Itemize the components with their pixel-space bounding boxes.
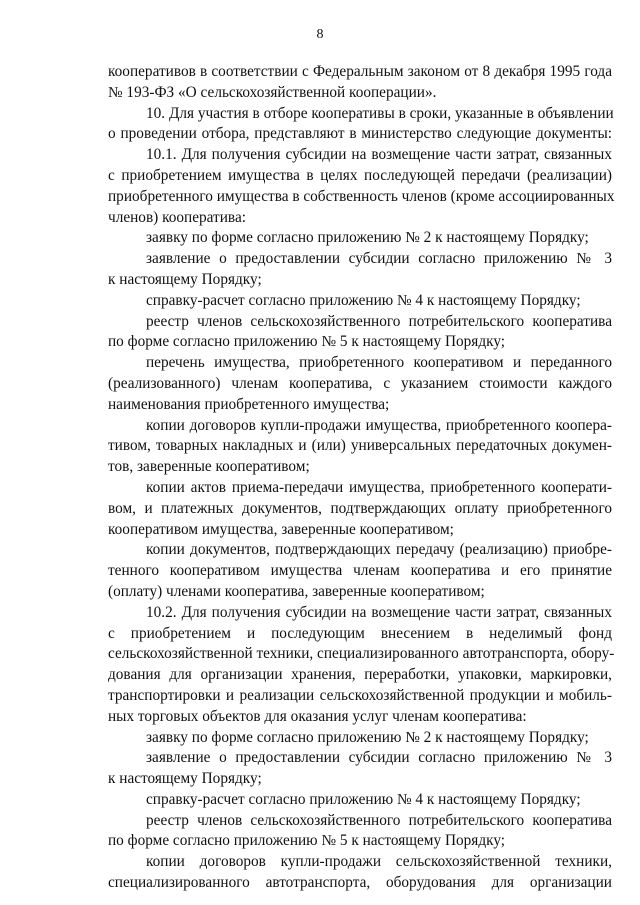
text-line: № 193-ФЗ «О сельскохозяйственной кооперации». — [108, 83, 437, 101]
text-line: кооперативом имущества, заверенные кооперативом; — [108, 520, 454, 538]
text-line: ных торговых объектов для оказания услуг членам кооператива: — [108, 707, 527, 725]
document-body — [108, 62, 615, 894]
text-line: перечень имущества, приобретенного кооперативом и переданного — [146, 354, 612, 372]
text-line: с приобретением имущества в целях последующей передачи (реализации) — [108, 166, 612, 184]
text-line: по форме согласно приложению № 5 к настоящему Порядку; — [108, 832, 506, 850]
text-line: транспортировки и реализации сельскохозяйственной продукции и мобиль- — [108, 686, 612, 704]
text-line: копии документов, подтверждающих передачу (реализацию) приобре- — [146, 541, 612, 559]
text-line: копии договоров купли-продажи сельскохозяйственной техники, — [146, 853, 612, 871]
text-line: копии актов приема-передачи имущества, приобретенного кооперати- — [146, 478, 612, 496]
text-line: справку-расчет согласно приложению № 4 к настоящему Порядку; — [146, 790, 581, 808]
text-line: кооперативов в соответствии с Федеральным законом от 8 декабря 1995 года — [108, 63, 612, 80]
text-line: заявление о предоставлении субсидии согласно приложению № 3 — [146, 250, 612, 268]
text-line: дования для организации хранения, переработки, упаковки, маркировки, — [108, 666, 612, 684]
text-line: (оплату) членами кооператива, заверенные кооперативом; — [108, 582, 485, 600]
text-line: заявление о предоставлении субсидии согласно приложению № 3 — [146, 749, 612, 767]
text-line: по форме согласно приложению № 5 к настоящему Порядку; — [108, 333, 506, 351]
text-line: к настоящему Порядку; — [108, 770, 262, 788]
text-line: тивом, товарных накладных и (или) универсальных передаточных докумен- — [108, 437, 612, 455]
text-line: приобретенного имущества в собственность членов (кроме ассоциированных — [108, 187, 615, 205]
text-line: 10. Для участия в отборе кооперативы в сроки, указанные в объявлении — [146, 104, 614, 122]
text-line: членов) кооператива: — [108, 208, 246, 226]
page-number: 8 — [316, 27, 324, 42]
text-line: к настоящему Порядку; — [108, 270, 262, 288]
text-line: реестр членов сельскохозяйственного потребительского кооператива — [146, 312, 612, 330]
text-line: (реализованного) членам кооператива, с указанием стоимости каждого — [108, 374, 612, 392]
text-line: с приобретением и последующим внесением в неделимый фонд — [108, 624, 612, 642]
text-line: копии договоров купли-продажи имущества, приобретенного коопера- — [146, 416, 612, 434]
text-line: специализированного автотранспорта, оборудования для организации — [108, 874, 612, 892]
text-line: сельскохозяйственной техники, специализированного автотранспорта, обору- — [108, 645, 615, 663]
text-line: о проведении отбора, представляют в министерство следующие документы: — [108, 125, 612, 143]
text-line: реестр членов сельскохозяйственного потребительского кооператива — [146, 811, 612, 829]
text-line: 10.1. Для получения субсидии на возмещение части затрат, связанных — [146, 146, 612, 164]
text-line: наименования приобретенного имущества; — [108, 395, 390, 413]
text-line: тов, заверенные кооперативом; — [108, 458, 310, 476]
text-line: вом, и платежных документов, подтверждающих оплату приобретенного — [108, 499, 612, 517]
text-line: 10.2. Для получения субсидии на возмещение части затрат, связанных — [146, 603, 612, 621]
text-line: заявку по форме согласно приложению № 2 к настоящему Порядку; — [146, 728, 589, 746]
text-line: справку-расчет согласно приложению № 4 к настоящему Порядку; — [146, 291, 581, 309]
text-line: тенного кооперативом имущества членам кооператива и его принятие — [108, 562, 612, 580]
text-line: заявку по форме согласно приложению № 2 к настоящему Порядку; — [146, 229, 589, 247]
